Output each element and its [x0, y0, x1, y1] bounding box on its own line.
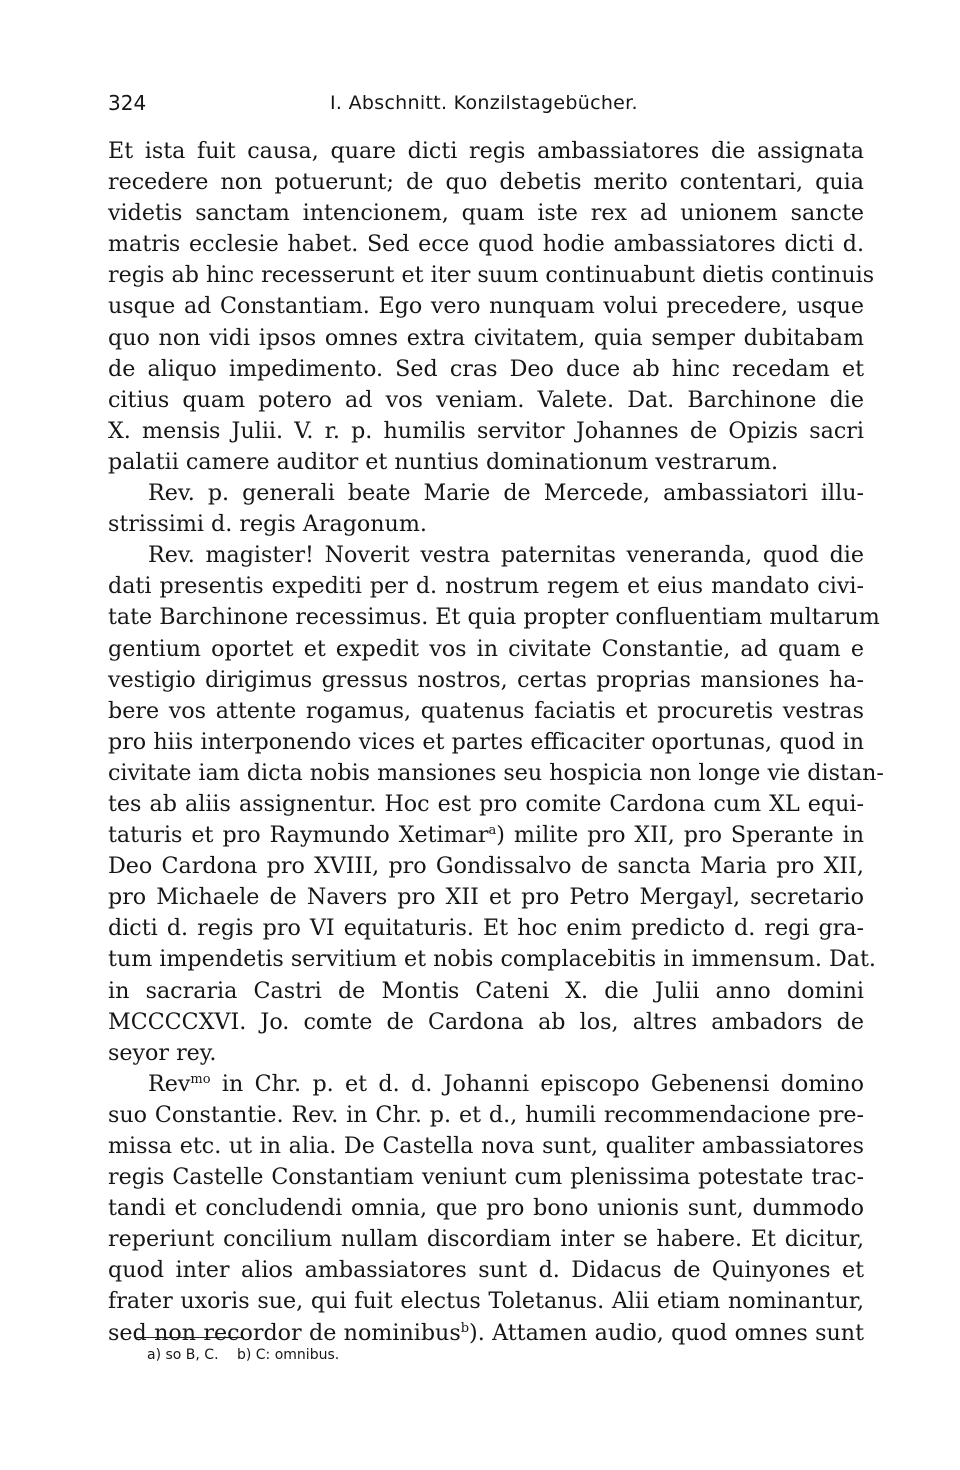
text-line: X. mensis Julii. V. r. p. humilis servitor Johannes de Opizis sacri — [108, 417, 864, 444]
footnote-marker: a — [488, 823, 497, 839]
text-line: regis ab hinc recesserunt et iter suum continuabunt dietis continuis — [108, 262, 875, 289]
text-line: frater uxoris sue, qui fuit electus Toletanus. Alii etiam nominantur, — [108, 1288, 864, 1315]
text-line: strissimi d. regis Aragonum. — [108, 511, 427, 538]
text-line — [108, 820, 864, 851]
body-text — [108, 136, 884, 1349]
text-line: de aliquo impedimento. Sed cras Deo duce ab hinc recedam et — [108, 355, 864, 382]
footnotes — [147, 1345, 353, 1365]
text-line: reperiunt concilium nullam discordiam inter se habere. Et dicitur, — [108, 1226, 864, 1253]
text-line: in sacraria Castri de Montis Cateni X. die Julii anno domini — [108, 977, 864, 1004]
superscript-abbrev: mo — [190, 1071, 211, 1087]
text-line: civitate iam dicta nobis mansiones seu hospicia non longe vie distan- — [108, 759, 884, 786]
text-line — [108, 1069, 864, 1100]
text-line: Rev. magister! Noverit vestra paternitas veneranda, quod die — [148, 542, 864, 569]
text-line: citius quam potero ad vos veniam. Valete. Dat. Barchinone die — [108, 386, 864, 413]
text-segment: sed non recordor de nominibus — [108, 1319, 461, 1346]
text-line: dicti d. regis pro VI equitaturis. Et hoc enim predicto d. regi gra- — [108, 915, 864, 942]
text-line: tandi et concludendi omnia, que pro bono unionis sunt, dummodo — [108, 1195, 864, 1222]
text-line: missa etc. ut in alia. De Castella nova sunt, qualiter ambassiatores — [108, 1133, 864, 1159]
text-line: Deo Cardona pro XVIII, pro Gondissalvo de sancta Maria pro XII, — [108, 853, 864, 880]
text-line: suo Constantie. Rev. in Chr. p. et d., humili recommendacione pre- — [108, 1101, 864, 1128]
text-line: tes ab aliis assignentur. Hoc est pro comite Cardona cum XL equi- — [108, 790, 864, 817]
text-line: regis Castelle Constantiam veniunt cum plenissima potestate trac- — [108, 1164, 864, 1191]
text-line: Et ista fuit causa, quare dicti regis ambassiatores die assignata — [108, 138, 864, 164]
footnote-a: a) so B, C. — [147, 1347, 219, 1363]
text-line: pro hiis interponendo vices et partes efficaciter oportunas, quod in — [108, 728, 864, 755]
text-line: videtis sanctam intencionem, quam iste rex ad unionem sancte — [108, 200, 864, 227]
text-line — [108, 1318, 864, 1349]
text-line: usque ad Constantiam. Ego vero nunquam volui precedere, usque — [108, 293, 864, 320]
text-line: seyor rey. — [108, 1039, 217, 1066]
text-segment: Rev — [148, 1070, 191, 1097]
text-line: Rev. p. generali beate Marie de Mercede, ambassiatori illu- — [148, 480, 864, 507]
footnote-b: b) C: omnibus. — [236, 1347, 340, 1363]
text-line: gentium oportet et expedit vos in civitate Constantie, ad quam e — [108, 635, 864, 662]
text-line: vestigio dirigimus gressus nostros, certas proprias mansiones ha- — [108, 666, 864, 693]
text-line: bere vos attente rogamus, quatenus faciatis et procuretis vestras — [108, 697, 864, 724]
text-segment: in Chr. p. et d. d. Johanni episcopo Gebenensi domino — [210, 1070, 864, 1097]
text-line: quod inter alios ambassiatores sunt d. Didacus de Quinyones et — [108, 1257, 864, 1284]
text-segment: ). Attamen audio, quod omnes sunt — [469, 1319, 864, 1346]
text-line: MCCCCXVI. Jo. comte de Cardona ab los, altres ambadors de — [108, 1008, 864, 1035]
text-line: palatii camere auditor et nuntius dominationum vestrarum. — [108, 448, 779, 475]
footnote-marker: b — [460, 1320, 470, 1336]
running-head: I. Abschnitt. Konzilstagebücher. — [330, 92, 638, 114]
text-line: tum impendetis servitium et nobis complacebitis in immensum. Dat. — [108, 946, 876, 973]
text-line: recedere non potuerunt; de quo debetis merito contentari, quia — [108, 169, 864, 196]
text-line: pro Michaele de Navers pro XII et pro Petro Mergayl, secretario — [108, 884, 864, 911]
text-segment: ) milite pro XII, pro Sperante in — [496, 822, 864, 849]
text-segment: taturis et pro Raymundo Xetimar — [108, 822, 489, 849]
text-line: tate Barchinone recessimus. Et quia propter confluentiam multarum — [108, 604, 880, 631]
text-line: matris ecclesie habet. Sed ecce quod hodie ambassiatores dicti d. — [108, 231, 864, 258]
page-number: 324 — [108, 91, 147, 115]
text-line: dati presentis expediti per d. nostrum regem et eius mandato civi- — [108, 573, 864, 600]
text-line: quo non vidi ipsos omnes extra civitatem, quia semper dubitabam — [108, 324, 864, 351]
page-header — [108, 88, 868, 118]
footnote-rule — [136, 1337, 244, 1338]
